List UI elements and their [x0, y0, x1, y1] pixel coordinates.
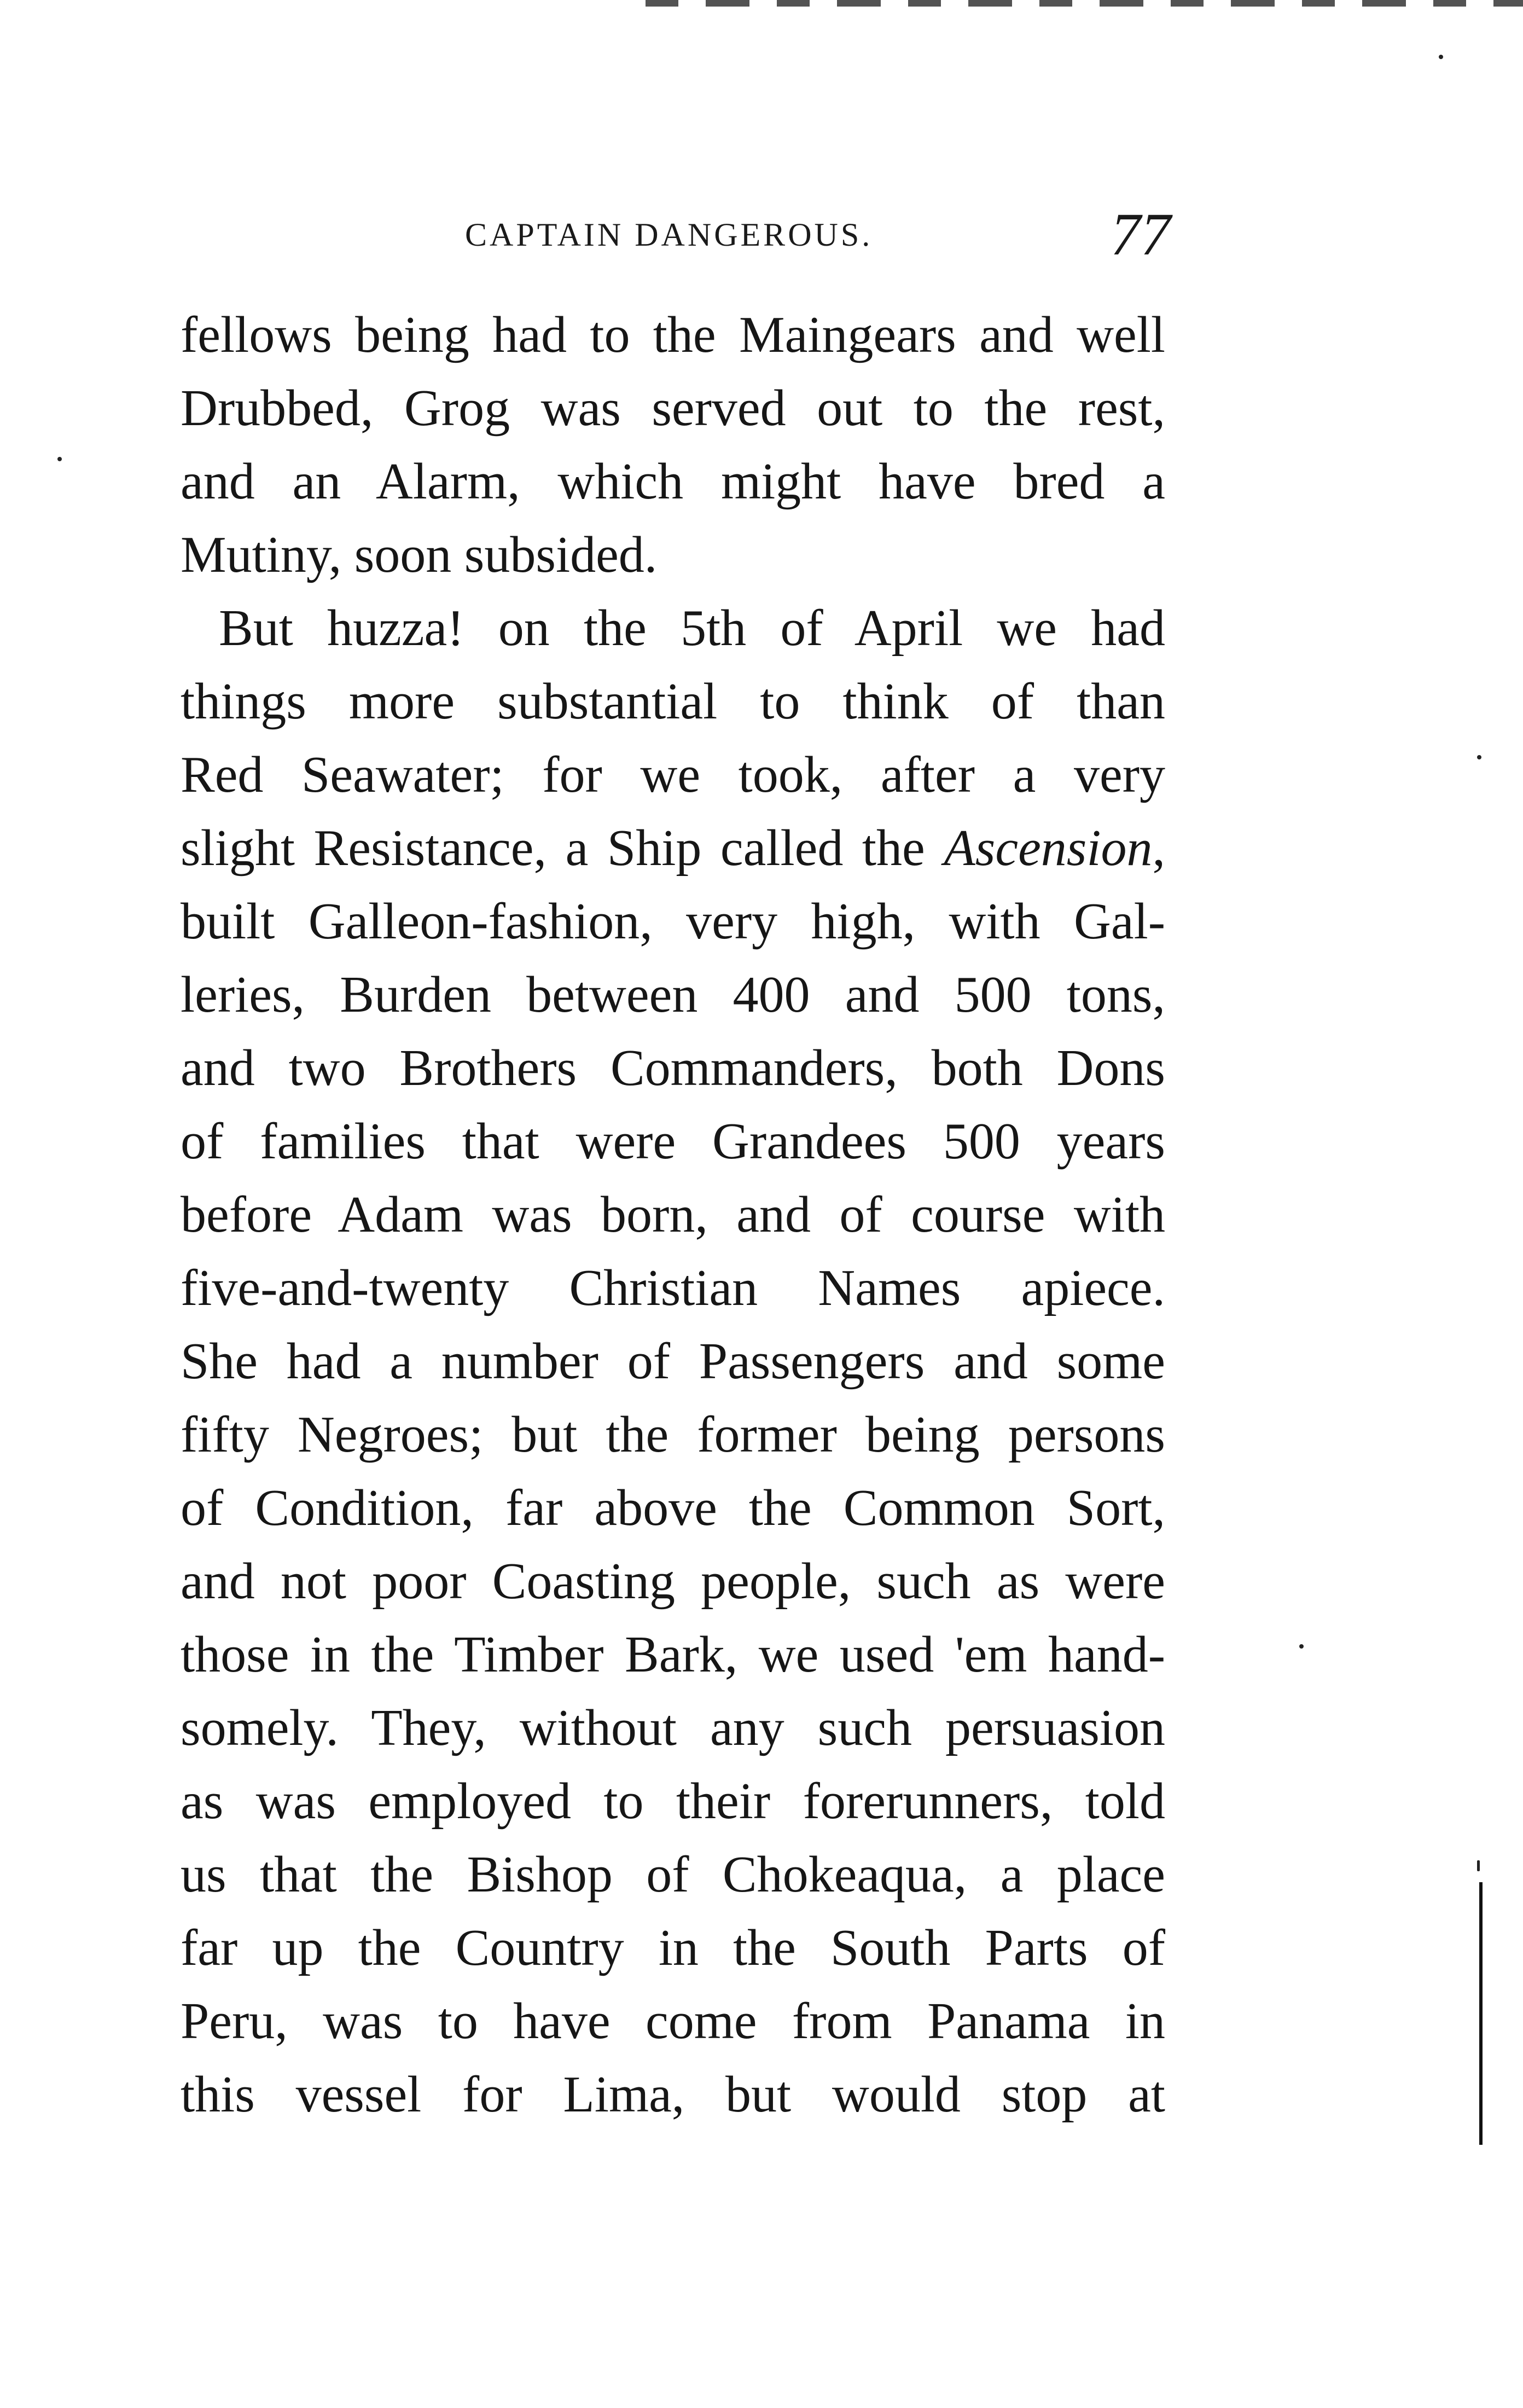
- text-line: Red Seawater; for we took, after a very: [181, 746, 1165, 803]
- ship-name: Ascension: [944, 820, 1153, 877]
- text-line: Drubbed, Grog was served out to the rest,: [181, 380, 1165, 437]
- scan-speck: [1299, 1644, 1304, 1649]
- text-line-with-italic: [181, 811, 1165, 885]
- text-segment: slight Resistance, a Ship called the: [181, 820, 944, 877]
- text-line: But huzza! on the 5th of April we had: [219, 600, 1165, 657]
- scan-speck: [1477, 1860, 1480, 1871]
- text-line: Mutiny, soon subsided.: [181, 526, 658, 583]
- text-line: and two Brothers Commanders, both Dons: [181, 1040, 1165, 1096]
- text-line: as was employed to their forerunners, told: [181, 1773, 1165, 1830]
- text-line: She had a number of Passengers and some: [181, 1333, 1165, 1390]
- text-line: those in the Timber Bark, we used 'em hand-: [181, 1626, 1165, 1683]
- text-line: and an Alarm, which might have bred a: [181, 453, 1165, 510]
- text-line: Peru, was to have come from Panama in: [181, 1993, 1165, 2050]
- text-line: of Condition, far above the Common Sort,: [181, 1479, 1165, 1536]
- text-line: things more substantial to think of than: [181, 673, 1165, 730]
- text-line: us that the Bishop of Chokeaqua, a place: [181, 1846, 1165, 1903]
- scan-edge-artifact: [646, 0, 1523, 7]
- scan-speck: [1439, 55, 1443, 59]
- text-line: fellows being had to the Maingears and well: [181, 306, 1165, 363]
- page-number: 77: [1111, 201, 1171, 268]
- text-line: and not poor Coasting people, such as were: [181, 1553, 1165, 1610]
- body-text: [181, 298, 1165, 2131]
- text-line: built Galleon-fashion, very high, with Gal-: [181, 893, 1165, 950]
- text-line: five-and-twenty Christian Names apiece.: [181, 1260, 1165, 1316]
- text-line: this vessel for Lima, but would stop at: [181, 2066, 1165, 2123]
- scan-margin-bar: [1479, 1882, 1483, 2145]
- running-head: CAPTAIN DANGEROUS.: [465, 217, 873, 253]
- scan-speck: [57, 457, 62, 461]
- text-line: before Adam was born, and of course with: [181, 1186, 1165, 1243]
- text-line: of families that were Grandees 500 years: [181, 1113, 1165, 1170]
- text-line: fifty Negroes; but the former being persons: [181, 1406, 1165, 1463]
- text-segment: ,: [1152, 820, 1165, 877]
- text-line: far up the Country in the South Parts of: [181, 1919, 1165, 1976]
- text-line: somely. They, without any such persuasion: [181, 1699, 1165, 1756]
- text-line: leries, Burden between 400 and 500 tons,: [181, 966, 1165, 1023]
- scan-speck: [1477, 755, 1481, 759]
